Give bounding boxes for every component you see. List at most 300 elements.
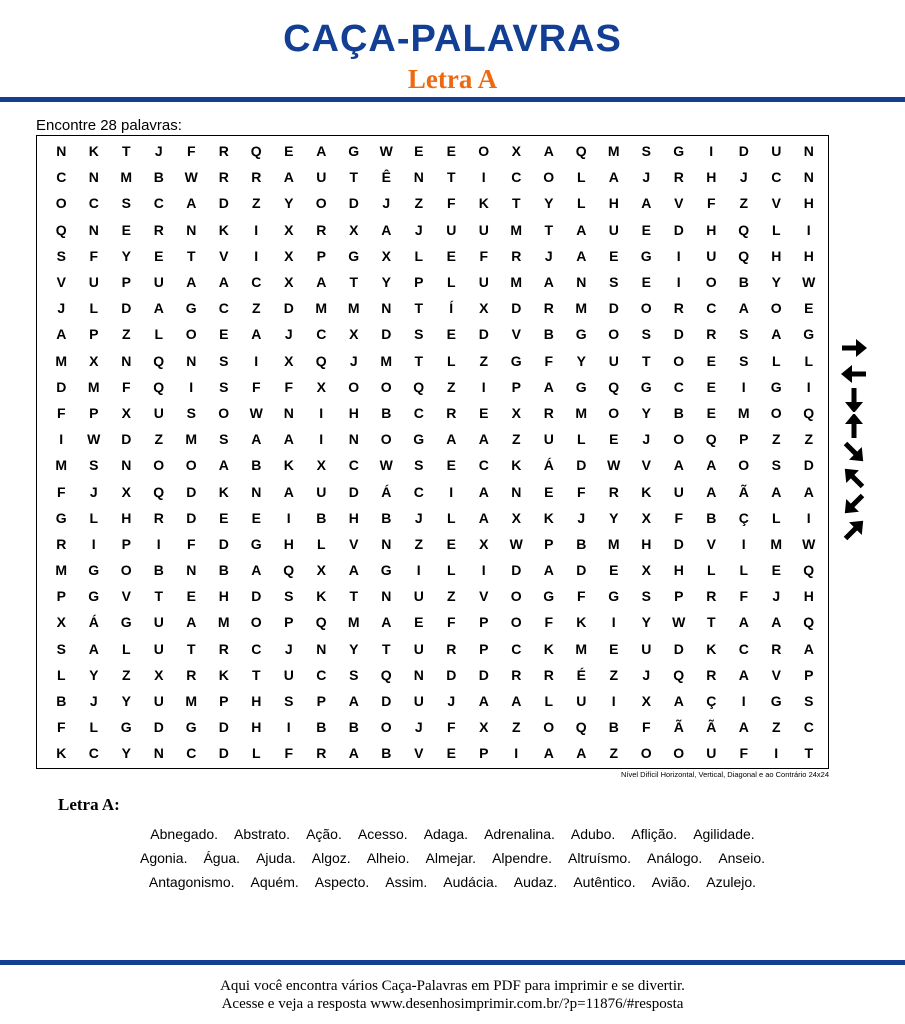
grid-letter: H [348,509,359,526]
grid-letter: Q [575,143,587,160]
grid-letter: A [381,221,392,238]
grid-letter: F [251,378,261,395]
grid-letter: L [739,562,749,579]
grid-letter: M [607,143,620,160]
grid-letter: V [121,588,131,605]
word-list-item: Aflição. [631,826,678,842]
grid-letter: O [315,195,327,212]
grid-letter: A [576,221,587,238]
grid-letter: O [250,614,262,631]
grid-letter: P [511,378,521,395]
grid-letter: I [254,352,259,369]
grid-letter: J [89,693,98,710]
grid-letter: N [186,221,197,238]
grid-letter: M [55,352,68,369]
grid-letter: F [674,509,684,526]
grid-letter: Y [641,614,651,631]
grid-letter: K [218,666,229,683]
grid-letter: G [640,247,652,264]
grid-letter: K [543,640,554,657]
grid-letter: O [510,614,522,631]
grid-letter: S [56,247,66,264]
grid-letter: T [544,221,554,238]
grid-letter: Í [449,300,454,317]
grid-letter: U [478,274,489,291]
grid-letter: C [413,404,424,421]
grid-letter: T [186,247,196,264]
grid-letter: G [120,719,132,736]
grid-letter: I [676,274,681,291]
grid-letter: L [804,352,814,369]
grid-letter: M [575,640,588,657]
grid-letter: A [218,457,229,474]
grid-letter: A [88,640,99,657]
grid-letter: P [739,431,749,448]
grid-letter: F [446,195,456,212]
grid-letter: O [608,326,620,343]
grid-letter: I [741,378,746,395]
grid-letter: I [189,378,194,395]
grid-letter: S [414,326,424,343]
grid-letter: I [806,221,811,238]
word-list-item: Audaz. [513,874,558,890]
grid-letter: R [543,404,554,421]
page-subtitle: Letra A [407,64,498,94]
grid-letter: Q [705,431,717,448]
grid-letter: C [478,457,489,474]
grid-letter: T [349,274,359,291]
grid-letter: E [446,535,456,552]
grid-letter: I [741,693,746,710]
grid-letter: F [56,404,66,421]
grid-letter: U [608,221,619,238]
grid-letter: P [479,745,489,762]
grid-letter: I [514,745,519,762]
grid-letter: O [770,404,782,421]
grid-letter: Z [479,352,489,369]
grid-letter: U [641,640,652,657]
grid-letter: W [672,614,686,631]
grid-letter: S [804,693,814,710]
grid-letter: N [88,221,99,238]
word-list-item: Água. [203,850,241,866]
grid-letter: F [186,535,196,552]
grid-letter: P [544,535,554,552]
word-list-item: Altruísmo. [568,850,632,866]
grid-letter: H [706,221,717,238]
grid-letter: A [186,614,197,631]
grid-letter: O [218,404,230,421]
grid-letter: A [348,562,359,579]
grid-letter: U [316,483,327,500]
grid-letter: X [479,719,489,736]
grid-letter: M [315,300,328,317]
grid-letter: R [511,247,522,264]
grid-letter: Q [283,562,295,579]
grid-letter: S [219,378,229,395]
grid-letter: R [706,326,717,343]
grid-letter: F [706,195,716,212]
grid-letter: M [347,614,360,631]
grid-letter: B [543,326,554,343]
grid-letter: L [576,169,586,186]
grid-letter: A [348,693,359,710]
grid-letter: A [738,300,749,317]
grid-letter: Q [738,221,750,238]
grid-letter: H [608,195,619,212]
grid-letter: T [414,300,424,317]
grid-letter: N [511,483,522,500]
grid-letter: A [56,326,67,343]
grid-letter: U [413,640,424,657]
grid-letter: Á [543,457,554,474]
grid-letter: X [56,614,66,631]
grid-letter: S [349,666,359,683]
grid-letter: A [186,274,197,291]
grid-letter: W [379,457,393,474]
grid-letter: G [673,143,685,160]
grid-letter: A [478,693,489,710]
grid-letter: Ã [673,719,684,736]
grid-letter: A [316,143,327,160]
grid-letter: I [286,509,291,526]
grid-letter: U [88,274,99,291]
grid-letter: V [219,247,229,264]
grid-letter: L [446,274,456,291]
grid-letter: É [576,666,586,683]
grid-letter: Ã [738,483,749,500]
grid-letter: X [316,457,326,474]
grid-letter: A [283,169,294,186]
footer-line-1: Aqui você encontra vários Caça-Palavras em PDF para imprimir e se divertir. [220,978,685,994]
grid-letter: V [414,745,424,762]
grid-letter: W [87,431,101,448]
grid-letter: O [153,457,165,474]
grid-letter: B [381,509,392,526]
grid-letter: T [381,640,391,657]
word-list-item: Análogo. [647,850,703,866]
grid-letter: E [251,509,261,526]
grid-letter: D [803,457,814,474]
grid-letter: A [641,195,652,212]
grid-letter: P [89,404,99,421]
grid-letter: R [56,535,67,552]
grid-letter: T [706,614,716,631]
grid-letter: I [481,169,486,186]
grid-letter: M [380,352,393,369]
grid-letter: W [607,457,621,474]
grid-letter: F [641,719,651,736]
grid-letter: J [382,195,391,212]
grid-letter: N [251,483,262,500]
grid-letter: B [316,719,327,736]
grid-letter: L [544,693,554,710]
grid-letter: D [478,326,489,343]
grid-letter: O [738,457,750,474]
grid-letter: R [218,640,229,657]
grid-letter: L [576,431,586,448]
grid-letter: I [156,535,161,552]
grid-letter: Z [804,431,814,448]
grid-letter: D [218,535,229,552]
grid-letter: G [608,588,620,605]
grid-letter: M [770,535,783,552]
word-list-item: Avião. [651,874,691,890]
grid-letter: M [347,300,360,317]
grid-letter: L [576,195,586,212]
grid-letter: M [510,274,523,291]
grid-letter: M [737,404,750,421]
grid-letter: A [673,457,684,474]
grid-letter: B [381,745,392,762]
grid-letter: L [89,719,99,736]
word-list-item: Alheio. [366,850,410,866]
difficulty-note: Nível Difícil Horizontal, Vertical, Diagonal e ao Contrário 24x24 [620,770,829,779]
grid-letter: Q [413,378,425,395]
grid-letter: F [56,483,66,500]
word-list-item: Antagonismo. [148,874,235,890]
grid-letter: H [348,404,359,421]
word-list-item: Anseio. [718,850,766,866]
grid-letter: A [446,431,457,448]
grid-letter: U [446,221,457,238]
grid-letter: M [607,535,620,552]
grid-letter: G [575,326,587,343]
grid-letter: P [121,274,131,291]
grid-letter: E [544,483,554,500]
grid-letter: M [87,378,100,395]
grid-letter: L [771,509,781,526]
grid-letter: T [349,169,359,186]
grid-letter: N [56,143,67,160]
grid-letter: U [316,169,327,186]
grid-letter: Z [511,719,521,736]
grid-letter: R [153,221,164,238]
grid-letter: S [284,693,294,710]
grid-letter: I [774,745,779,762]
grid-letter: G [640,378,652,395]
grid-letter: D [121,431,132,448]
arrow-down-right-icon [836,439,872,465]
grid-letter: S [739,352,749,369]
grid-letter: A [576,247,587,264]
grid-letter: M [185,431,198,448]
grid-letter: D [511,300,522,317]
grid-letter: U [706,247,717,264]
grid-letter: T [414,352,424,369]
grid-letter: O [510,588,522,605]
grid-letter: F [739,745,749,762]
grid-letter: F [446,719,456,736]
grid-letter: R [446,640,457,657]
grid-letter: P [804,666,814,683]
grid-letter: I [676,247,681,264]
grid-letter: O [380,431,392,448]
grid-letter: R [316,745,327,762]
grid-letter: C [316,326,327,343]
word-list [0,822,905,894]
grid-letter: O [543,719,555,736]
bottom-divider [0,960,905,965]
grid-letter: N [153,745,164,762]
grid-letter: O [185,457,197,474]
grid-letter: A [771,483,782,500]
grid-letter: Y [641,404,651,421]
grid-letter: O [770,300,782,317]
grid-letter: D [251,588,262,605]
grid-letter: T [804,745,814,762]
grid-letter: Z [446,588,456,605]
grid-letter: N [316,640,327,657]
grid-letter: O [640,300,652,317]
grid-letter: C [251,274,262,291]
grid-letter: U [576,693,587,710]
grid-letter: N [413,666,424,683]
grid-letter: X [349,221,359,238]
grid-letter: Ê [381,169,391,186]
grid-letter: R [511,666,522,683]
grid-letter: V [771,666,781,683]
grid-letter: R [706,666,717,683]
grid-letter: I [709,143,714,160]
grid-letter: M [55,457,68,474]
grid-letter: Q [738,247,750,264]
grid-letter: Y [89,666,99,683]
grid-letter: L [89,300,99,317]
grid-letter: U [153,274,164,291]
grid-letter: Z [771,719,781,736]
grid-letter: J [577,509,586,526]
grid-letter: Q [575,719,587,736]
word-list-item: Assim. [385,874,428,890]
grid-letter: R [218,143,229,160]
grid-letter: A [283,431,294,448]
grid-letter: X [121,483,131,500]
word-list-item: Aspecto. [314,874,370,890]
grid-letter: G [185,300,197,317]
grid-letter: A [381,614,392,631]
footer-line-2: Acesse e veja a resposta www.desenhosimprimir.com.br/?p=11876/#resposta [221,996,684,1012]
grid-letter: K [218,221,229,238]
grid-letter: R [608,483,619,500]
grid-letter: J [154,143,163,160]
grid-letter: Q [315,352,327,369]
grid-letter: E [609,562,619,579]
grid-letter: W [249,404,263,421]
grid-letter: M [55,562,68,579]
grid-letter: J [284,640,293,657]
grid-letter: X [154,666,164,683]
grid-letter: T [121,143,131,160]
grid-letter: X [316,562,326,579]
grid-letter: A [218,274,229,291]
grid-letter: D [348,195,359,212]
word-list-item: Adrenalina. [484,826,555,842]
grid-letter: E [284,143,294,160]
grid-letter: R [673,169,684,186]
grid-letter: X [641,509,651,526]
grid-letter: B [316,509,327,526]
grid-letter: F [576,483,586,500]
grid-letter: S [186,404,196,421]
word-list-item: Adubo. [570,826,616,842]
grid-letter: A [738,719,749,736]
grid-letter: A [543,745,554,762]
grid-letter: N [413,169,424,186]
grid-letter: D [348,483,359,500]
grid-letter: U [771,143,782,160]
arrow-down-left-icon [836,491,872,517]
grid-letter: F [544,614,554,631]
grid-letter: C [771,169,782,186]
grid-letter: A [771,326,782,343]
grid-letter: H [218,588,229,605]
grid-letter: C [706,300,717,317]
grid-letter: A [543,143,554,160]
grid-letter: P [121,535,131,552]
grid-letter: G [88,588,100,605]
grid-letter: N [88,169,99,186]
grid-letter: N [381,300,392,317]
grid-letter: V [706,535,716,552]
grid-letter: C [511,640,522,657]
grid-letter: N [186,352,197,369]
grid-letter: E [154,247,164,264]
grid-letter: B [56,693,67,710]
grid-letter: O [478,143,490,160]
grid-letter: G [770,378,782,395]
word-list-item: Autêntico. [573,874,636,890]
grid-letter: A [543,378,554,395]
word-list-item: Aquém. [250,874,299,890]
grid-letter: C [88,745,99,762]
grid-letter: F [121,378,131,395]
grid-letter: H [771,247,782,264]
grid-letter: Y [121,247,131,264]
grid-letter: U [153,693,164,710]
grid-letter: G [348,247,360,264]
grid-letter: Z [251,300,261,317]
grid-letter: Z [121,326,131,343]
page-title: CAÇA-PALAVRAS [283,18,622,60]
grid-letter: X [349,326,359,343]
grid-letter: C [186,745,197,762]
grid-letter: C [316,666,327,683]
grid-letter: V [674,195,684,212]
grid-letter: X [641,693,651,710]
grid-letter: U [673,483,684,500]
grid-letter: S [121,195,131,212]
grid-letter: D [186,483,197,500]
grid-letter: P [316,693,326,710]
grid-letter: C [218,300,229,317]
grid-letter: A [478,509,489,526]
grid-letter: V [479,588,489,605]
grid-letter: L [446,509,456,526]
grid-letter: F [284,745,294,762]
grid-letter: S [641,143,651,160]
grid-letter: I [319,404,324,421]
grid-letter: A [738,614,749,631]
grid-letter: E [609,431,619,448]
grid-letter: L [706,562,716,579]
word-list-item: Agonia. [139,850,188,866]
word-list-item: Algoz. [311,850,351,866]
instruction-text: Encontre 28 palavras: [36,117,182,134]
grid-letter: S [641,326,651,343]
grid-letter: J [642,169,651,186]
grid-letter: R [251,169,262,186]
